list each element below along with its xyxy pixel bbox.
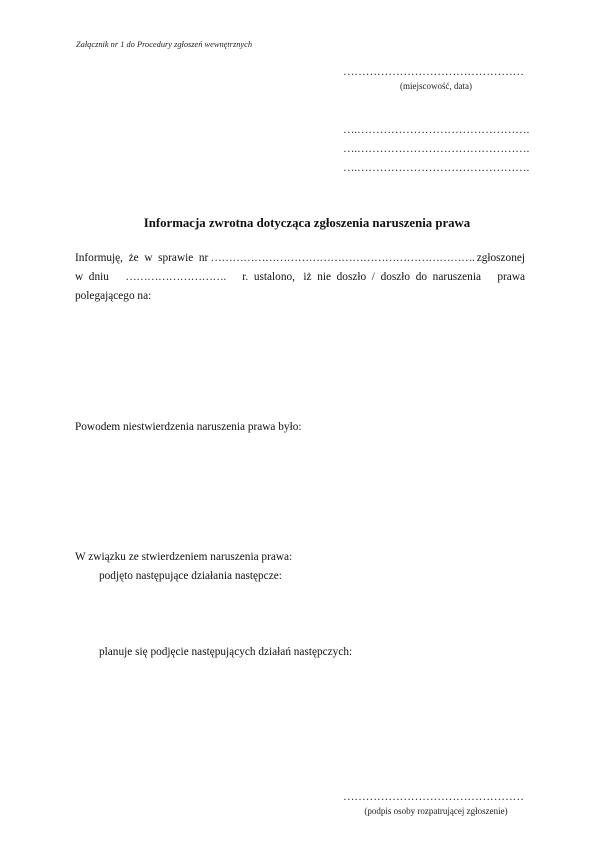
report-date-field[interactable]: ………………………. [125, 271, 226, 283]
actions-planned-label: planuje się podjęcie następujących działań następczych: [99, 646, 353, 658]
address-line-3[interactable]: ….………………………………………. [343, 162, 529, 174]
place-date-field[interactable]: ………………………………………… [343, 66, 524, 78]
case-number-field[interactable]: ………………………………………………………………. [210, 252, 475, 264]
intro-line-1 [75, 251, 525, 266]
address-line-1[interactable]: ….………………………………………. [343, 124, 529, 136]
intro-line-1-prefix: Informuję, że w sprawie nr [75, 252, 209, 264]
document-title: Informacja zwrotna dotycząca zgłoszenia naruszenia prawa [143, 216, 471, 230]
signature-field[interactable]: ………………………………………… [343, 791, 524, 803]
signature-caption: (podpis osoby rozpatrującej zgłoszenie) [364, 806, 508, 816]
intro-line-1-suffix: zgłoszonej [476, 252, 525, 264]
intro-line-2-middle: r. ustalono, iż nie doszło / doszło do naruszenia [242, 271, 481, 283]
intro-line-2-suffix: prawa [497, 271, 525, 283]
intro-line-2 [75, 270, 525, 285]
intro-line-2-prefix: w dniu [75, 271, 109, 283]
place-date-caption: (miejscowość, data) [400, 81, 472, 91]
actions-taken-label: podjęto następujące działania następcze: [99, 570, 282, 582]
violation-section-label: W związku ze stwierdzeniem naruszenia prawa: [75, 551, 293, 563]
attachment-note: Załącznik nr 1 do Procedury zgłoszeń wewnętrznych [76, 40, 253, 49]
intro-line-3: polegającego na: [75, 290, 152, 302]
address-line-2[interactable]: ….………………………………………. [343, 143, 529, 155]
reason-label: Powodem niestwierdzenia naruszenia prawa było: [75, 421, 302, 433]
